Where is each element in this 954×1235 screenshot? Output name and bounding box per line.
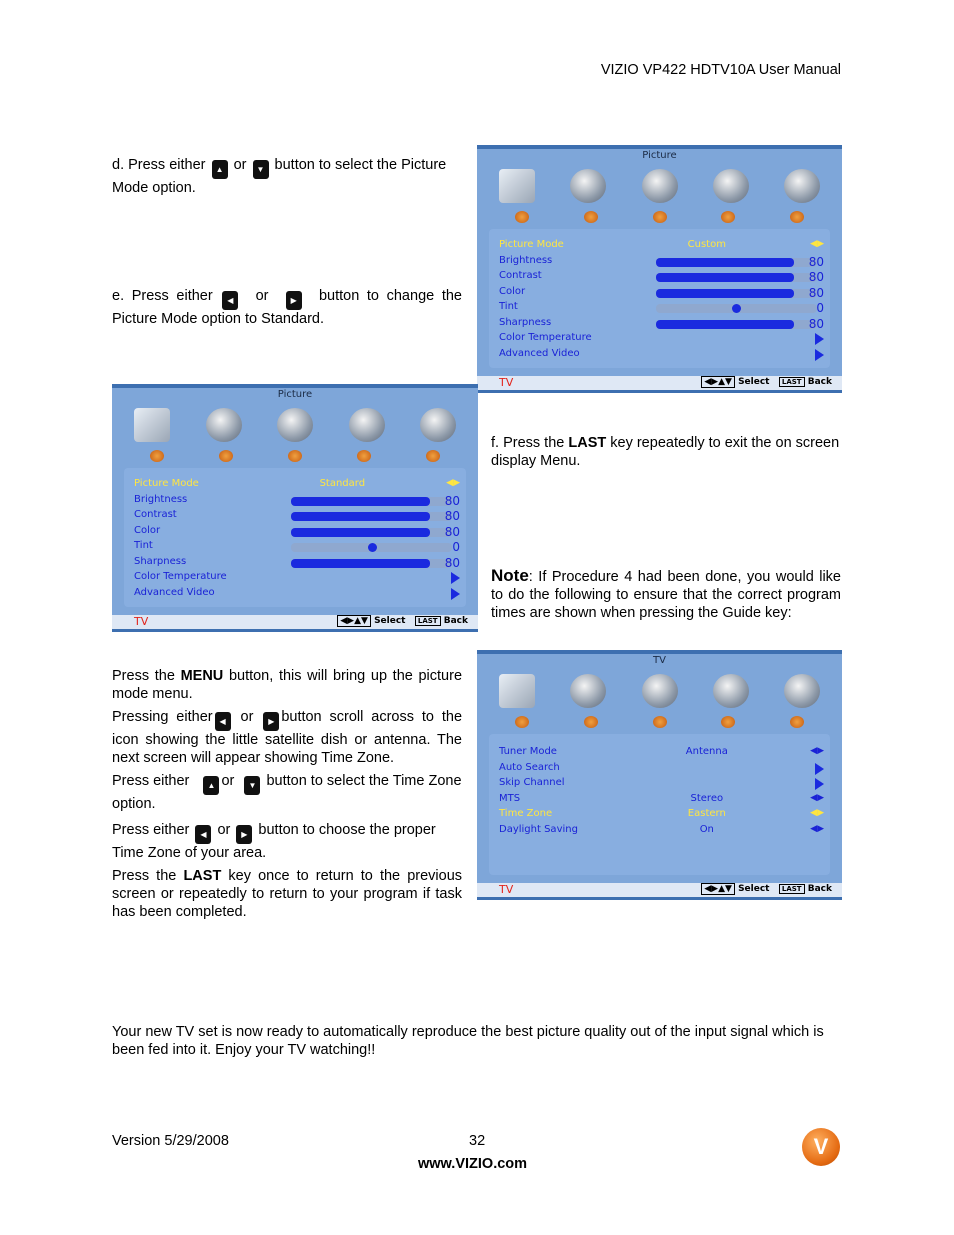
menu-footer-input: TV bbox=[134, 615, 149, 628]
menu-row-label: Sharpness bbox=[134, 555, 187, 567]
menu-row-label: Advanced Video bbox=[499, 347, 580, 359]
left-right-arrow-icon: ◀▶ bbox=[810, 792, 824, 803]
menu-row[interactable] bbox=[499, 808, 824, 823]
step-f-pre: f. Press the bbox=[491, 435, 565, 451]
menu-title: Picture bbox=[277, 389, 313, 400]
audio-speaker-icon bbox=[642, 169, 678, 203]
menu-footer bbox=[112, 615, 478, 629]
menu-row[interactable] bbox=[134, 540, 460, 555]
select-arrows-icon: ◀▶▲▼ bbox=[701, 883, 735, 895]
slider-fill bbox=[656, 258, 794, 267]
orange-down-arrow-icon bbox=[653, 716, 667, 728]
menu-row[interactable] bbox=[134, 494, 460, 509]
satellite-dish-icon bbox=[570, 674, 606, 708]
menu-row[interactable] bbox=[499, 239, 824, 254]
up-arrow-icon: ▲ bbox=[212, 160, 228, 179]
menu-row-label: Auto Search bbox=[499, 761, 560, 773]
instruction-choose bbox=[112, 821, 462, 862]
menu-row-number: 80 bbox=[444, 555, 460, 570]
menu-row-slider[interactable] bbox=[291, 559, 452, 568]
left-right-arrow-icon: ◀▶ bbox=[810, 808, 824, 818]
menu-row-value: Eastern bbox=[687, 808, 726, 819]
menu-row-label: Brightness bbox=[134, 493, 188, 505]
menu-row-label: Tint bbox=[499, 301, 518, 312]
satellite-dish-icon bbox=[206, 408, 242, 442]
p3-post: button to select the Time Zone option. bbox=[112, 773, 462, 812]
menu-row-value: Custom bbox=[687, 239, 726, 250]
wrench-icon bbox=[713, 674, 749, 708]
select-hint: Select bbox=[738, 377, 770, 387]
p2-post: button scroll across to the icon showing the little satellite dish or antenna. The next screen will appear showing Time Zone. bbox=[112, 709, 463, 766]
p5-post: key once to return to the previous screen or repeatedly to return to your program if task has been completed. bbox=[112, 868, 463, 920]
magnifier-icon bbox=[420, 408, 456, 442]
menu-row[interactable] bbox=[499, 332, 824, 347]
menu-row-slider[interactable] bbox=[291, 497, 452, 506]
step-f-post: key repeatedly to exit the on screen display Menu. bbox=[491, 435, 840, 469]
menu-footer-hint bbox=[337, 616, 468, 626]
menu-row[interactable] bbox=[499, 746, 824, 761]
down-arrow-icon: ▼ bbox=[253, 160, 269, 179]
menu-row-label: Daylight Saving bbox=[499, 823, 578, 835]
orange-down-arrow-icon bbox=[721, 716, 735, 728]
wrench-icon bbox=[713, 169, 749, 203]
step-e-pre: e. Press either bbox=[112, 288, 213, 304]
select-arrows-icon: ◀▶▲▼ bbox=[701, 376, 735, 388]
right-arrow-icon: ▶ bbox=[263, 712, 279, 731]
down-arrow-icon: ▼ bbox=[244, 776, 260, 795]
select-arrows-icon: ◀▶▲▼ bbox=[337, 615, 371, 627]
menu-row-label: Advanced Video bbox=[134, 586, 215, 598]
slider-fill bbox=[291, 559, 429, 568]
menu-row-slider[interactable] bbox=[656, 304, 817, 313]
menu-row[interactable] bbox=[499, 255, 824, 270]
menu-row-label: Brightness bbox=[499, 254, 553, 266]
instruction-return bbox=[112, 867, 462, 921]
left-right-arrow-icon: ◀▶ bbox=[810, 823, 824, 834]
menu-row-value: Antenna bbox=[685, 746, 728, 757]
menu-row-slider[interactable] bbox=[656, 289, 817, 298]
menu-row[interactable] bbox=[499, 317, 824, 332]
page-number: 32 bbox=[469, 1133, 486, 1149]
menu-row-number: 80 bbox=[444, 493, 460, 508]
slider-fill bbox=[656, 320, 794, 329]
menu-row[interactable] bbox=[499, 824, 824, 839]
back-hint: Back bbox=[443, 616, 468, 626]
menu-icon-row bbox=[134, 408, 456, 444]
version-label: Version 5/29/2008 bbox=[112, 1133, 229, 1149]
manual-title: VIZIO VP422 HDTV10A User Manual bbox=[600, 62, 841, 78]
menu-footer-input: TV bbox=[499, 883, 514, 896]
menu-arrow-row bbox=[515, 716, 804, 730]
menu-footer bbox=[477, 883, 842, 897]
tv-screen-icon bbox=[134, 408, 170, 442]
menu-footer-hint bbox=[701, 377, 832, 387]
submenu-arrow-icon bbox=[815, 763, 824, 775]
closing-paragraph: Your new TV set is now ready to automatically reproduce the best picture quality out of the input signal which is been fed into it. Enjoy your TV watching!! bbox=[112, 1024, 824, 1058]
note-body: : If Procedure 4 had been done, you would like to do the following to ensure that the correct program times are shown when pressing the Guide key: bbox=[491, 569, 841, 621]
slider-fill bbox=[291, 497, 429, 506]
orange-down-arrow-icon bbox=[584, 211, 598, 223]
orange-down-arrow-icon bbox=[426, 450, 440, 462]
menu-row[interactable] bbox=[134, 587, 460, 602]
menu-row-slider[interactable] bbox=[656, 320, 817, 329]
menu-row-label: Time Zone bbox=[499, 808, 553, 819]
menu-row[interactable] bbox=[134, 509, 460, 524]
menu-row[interactable] bbox=[134, 478, 460, 493]
menu-row-number: 80 bbox=[444, 509, 460, 523]
menu-row-slider[interactable] bbox=[656, 258, 817, 267]
step-d-post: button to select the Picture Mode option. bbox=[112, 157, 447, 196]
last-key-icon: LAST bbox=[779, 377, 805, 387]
left-arrow-icon: ◀ bbox=[215, 712, 231, 731]
orange-down-arrow-icon bbox=[288, 450, 302, 462]
satellite-dish-icon bbox=[570, 169, 606, 203]
menu-row[interactable] bbox=[499, 762, 824, 777]
magnifier-icon bbox=[784, 169, 820, 203]
menu-arrow-row bbox=[515, 211, 804, 225]
menu-row-number: 80 bbox=[444, 524, 460, 539]
magnifier-icon bbox=[784, 674, 820, 708]
menu-row-label: Color Temperature bbox=[134, 571, 227, 582]
up-arrow-icon: ▲ bbox=[203, 776, 219, 795]
slider-fill bbox=[656, 273, 794, 282]
menu-row[interactable] bbox=[134, 556, 460, 571]
menu-row-label: Tint bbox=[134, 540, 153, 551]
menu-row-label: Contrast bbox=[134, 509, 177, 520]
back-hint: Back bbox=[807, 377, 832, 387]
menu-row-label: Contrast bbox=[499, 270, 542, 281]
instructions bbox=[112, 667, 462, 921]
p4-or: or bbox=[217, 822, 231, 838]
left-arrow-icon: ◀ bbox=[222, 291, 238, 310]
menu-row-value: On bbox=[699, 823, 714, 835]
tv-screen-icon bbox=[499, 674, 535, 708]
orange-down-arrow-icon bbox=[790, 716, 804, 728]
audio-speaker-icon bbox=[642, 674, 678, 708]
orange-down-arrow-icon bbox=[584, 716, 598, 728]
step-e-text bbox=[112, 287, 462, 328]
menu-footer-input: TV bbox=[499, 376, 514, 389]
p4-post: button to choose the proper Time Zone of your area. bbox=[112, 822, 436, 861]
slider-knob[interactable] bbox=[732, 304, 741, 313]
right-arrow-icon: ▶ bbox=[286, 291, 302, 310]
menu-row-number: 80 bbox=[808, 254, 824, 269]
menu-row-slider[interactable] bbox=[291, 528, 452, 537]
menu-row-value: Standard bbox=[319, 478, 366, 489]
last-key-label: LAST bbox=[568, 435, 607, 451]
vizio-logo-icon: V bbox=[802, 1128, 840, 1166]
step-d-or: or bbox=[233, 157, 247, 173]
orange-down-arrow-icon bbox=[219, 450, 233, 462]
p5-pre: Press the bbox=[112, 868, 177, 884]
menu-row[interactable] bbox=[499, 301, 824, 316]
step-d-pre: d. Press either bbox=[112, 157, 206, 173]
menu-title: TV bbox=[653, 655, 666, 666]
menu-row-label: Picture Mode bbox=[499, 239, 564, 250]
instruction-select bbox=[112, 772, 462, 813]
menu-title: Picture bbox=[642, 150, 677, 161]
website-url: www.VIZIO.com bbox=[418, 1156, 528, 1172]
p1-post: button, this will bring up the picture mode menu. bbox=[112, 668, 463, 702]
menu-row[interactable] bbox=[499, 270, 824, 285]
orange-down-arrow-icon bbox=[515, 716, 529, 728]
left-right-arrow-icon: ◀▶ bbox=[810, 746, 824, 756]
menu-footer-hint bbox=[701, 884, 832, 894]
submenu-arrow-icon bbox=[815, 333, 824, 345]
slider-fill bbox=[656, 289, 794, 298]
note-label: Note bbox=[491, 566, 529, 585]
menu-row[interactable] bbox=[134, 571, 460, 586]
wrench-icon bbox=[349, 408, 385, 442]
menu-row-number: 0 bbox=[452, 540, 460, 554]
step-e-or: or bbox=[255, 288, 269, 304]
menu-row-number: 80 bbox=[808, 270, 824, 284]
last-key-icon: LAST bbox=[779, 884, 805, 894]
select-hint: Select bbox=[738, 884, 770, 894]
instruction-scroll bbox=[112, 708, 462, 767]
menu-key-label: MENU bbox=[180, 668, 224, 684]
menu-row-label: Color bbox=[499, 285, 526, 297]
p4-pre: Press either bbox=[112, 822, 190, 838]
p1-pre: Press the bbox=[112, 668, 175, 684]
menu-row-number: 80 bbox=[808, 285, 824, 300]
p2-or: or bbox=[240, 709, 254, 725]
last-key-icon: LAST bbox=[415, 616, 441, 626]
step-d-text bbox=[112, 156, 462, 197]
audio-speaker-icon bbox=[277, 408, 313, 442]
back-hint: Back bbox=[807, 884, 832, 894]
menu-row-label: Color bbox=[134, 524, 161, 536]
menu-row-label: Sharpness bbox=[499, 316, 552, 328]
menu-row[interactable] bbox=[499, 793, 824, 808]
menu-row-slider[interactable] bbox=[291, 512, 452, 521]
left-arrow-icon: ◀ bbox=[195, 825, 211, 844]
menu-row[interactable] bbox=[499, 286, 824, 301]
slider-fill bbox=[291, 528, 429, 537]
menu-footer bbox=[477, 376, 842, 390]
left-right-arrow-icon: ◀▶ bbox=[446, 478, 460, 488]
left-right-arrow-icon: ◀▶ bbox=[810, 239, 824, 249]
menu-row-label: MTS bbox=[499, 792, 521, 804]
menu-arrow-row bbox=[150, 450, 440, 464]
orange-down-arrow-icon bbox=[150, 450, 164, 462]
menu-icon-row bbox=[499, 674, 820, 710]
tv-menu-timezone-screenshot bbox=[477, 650, 842, 900]
orange-down-arrow-icon bbox=[357, 450, 371, 462]
tv-screen-icon bbox=[499, 169, 535, 203]
submenu-arrow-icon bbox=[451, 588, 460, 600]
menu-row[interactable] bbox=[499, 777, 824, 792]
menu-row-slider[interactable] bbox=[656, 273, 817, 282]
picture-menu-custom-screenshot bbox=[477, 145, 842, 393]
submenu-arrow-icon bbox=[815, 778, 824, 790]
instruction-menu bbox=[112, 667, 462, 703]
menu-row[interactable] bbox=[134, 525, 460, 540]
orange-down-arrow-icon bbox=[515, 211, 529, 223]
menu-row-label: Tuner Mode bbox=[499, 746, 557, 757]
slider-knob[interactable] bbox=[368, 543, 377, 552]
menu-row-value: Stereo bbox=[690, 792, 724, 804]
submenu-arrow-icon bbox=[451, 572, 460, 584]
step-f-text bbox=[491, 434, 841, 470]
orange-down-arrow-icon bbox=[721, 211, 735, 223]
menu-icon-row bbox=[499, 169, 820, 205]
menu-row[interactable] bbox=[499, 348, 824, 363]
right-arrow-icon: ▶ bbox=[236, 825, 252, 844]
picture-menu-standard-screenshot bbox=[112, 384, 478, 632]
last-key-label: LAST bbox=[183, 868, 222, 884]
slider-fill bbox=[291, 512, 429, 521]
menu-row-slider[interactable] bbox=[291, 543, 452, 552]
menu-row-label: Skip Channel bbox=[499, 777, 565, 788]
orange-down-arrow-icon bbox=[653, 211, 667, 223]
menu-row-number: 0 bbox=[816, 301, 824, 315]
p2-pre: Pressing either bbox=[112, 709, 213, 725]
p3-pre: Press either bbox=[112, 773, 190, 789]
orange-down-arrow-icon bbox=[790, 211, 804, 223]
select-hint: Select bbox=[374, 616, 406, 626]
menu-row-number: 80 bbox=[808, 316, 824, 331]
menu-row-label: Color Temperature bbox=[499, 332, 592, 343]
menu-row-label: Picture Mode bbox=[134, 478, 199, 489]
note-text bbox=[491, 567, 841, 622]
step-e-post: button to change the Picture Mode option to Standard. bbox=[112, 288, 462, 327]
submenu-arrow-icon bbox=[815, 349, 824, 361]
p3-or: or bbox=[221, 773, 235, 789]
